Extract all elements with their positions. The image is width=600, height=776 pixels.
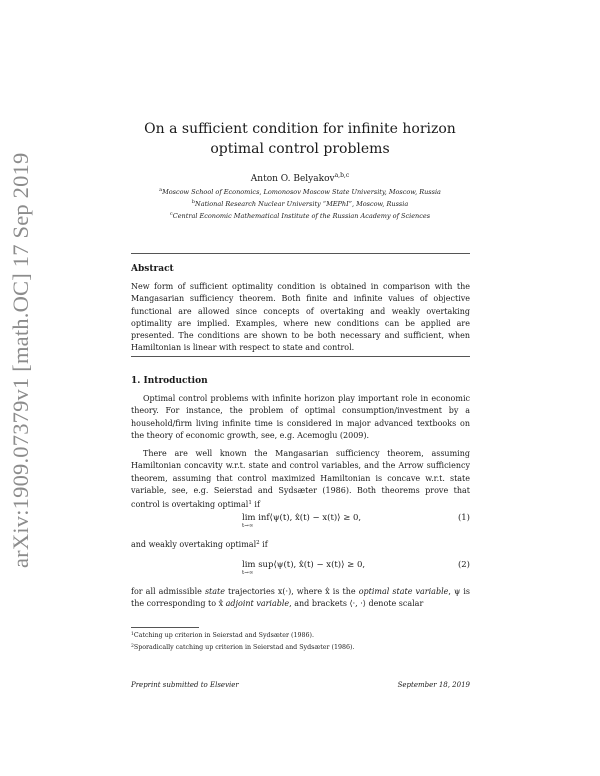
author-affiliation-marks: a,b,c [334,172,350,179]
emphasis-text: adjoint variable [225,599,290,609]
equation-subscript: t→∞ [242,570,254,576]
affiliation-b [0,197,600,209]
affiliation-text: Central Economic Mathematical Institute of the Russian Academy of Sciences [172,212,431,220]
footnotes [131,630,470,653]
footer-preprint-note: Preprint submitted to Elsevier [131,681,239,689]
author-line [0,170,600,185]
section-heading-introduction: 1. Introduction [131,376,208,386]
paragraph-text: if [259,540,268,549]
footnote-text: Catching up criterion in Seierstad and Sydsæter (1986). [133,632,314,639]
paper-title [0,119,600,159]
page-footer [131,681,470,689]
title-line-1: On a sufficient condition for infinite horizon [144,121,456,137]
affiliation-c [0,209,600,221]
equation-expression: lim sup⟨ψ(t), x̂(t) − x(t)⟩ ≥ 0, [242,560,366,570]
paragraph-text: trajectories x(·), where x̂ is the [224,587,359,596]
footnote-rule [131,627,199,628]
affiliation-mark: c [169,211,173,217]
equation-number: (2) [457,560,470,570]
arxiv-identifier: arXiv:1909.07379v1 [math.OC] 17 Sep 2019 [8,152,33,568]
abstract-bottom-rule [131,356,470,357]
equation-number: (1) [457,513,470,523]
affiliations [0,185,600,221]
affiliation-text: Moscow School of Economics, Lomonosov Moscow State University, Moscow, Russia [162,188,441,196]
paragraph-text: There are well known the Mangasarian sufficiency theorem, assuming Hamiltonian concavity w.r.t. state and control variables, and the Arrow sufficiency theorem, assuming that control maximized Hamiltonian is concave w.r.t. state variable, see, e.g. Seierstad and Sydsæter (1986). Both theorems prove that control is overtaking optimal [131,449,470,510]
intro-paragraph-3 [131,586,470,611]
intro-mid-text [131,537,470,551]
abstract-text: New form of sufficient optimality condition is obtained in comparison with the Mangasarian sufficiency theorem. Both finite and infinite values of objective functional are allowed since concepts of overtaking and weakly overtaking optimality are implied. Examples, where new conditions can be applied are presented. The conditions are shown to be both necessary and sufficient, when Hamiltonian is linear with respect to state and control. [131,282,470,353]
footnote-1 [131,630,470,642]
footnote-ref-1: 1 [248,500,252,507]
paragraph-text: for all admissible [131,587,205,596]
footnote-mark: 1 [131,632,134,637]
title-line-2: optimal control problems [210,141,390,157]
emphasis-text: state [204,587,225,596]
abstract-heading: Abstract [131,264,174,274]
footnote-2 [131,642,470,654]
affiliation-a [0,185,600,197]
footnote-ref-2: 2 [256,540,260,546]
equation-expression: lim inf⟨ψ(t), x̂(t) − x(t)⟩ ≥ 0, [242,513,362,523]
paragraph-text: , and brackets ⟨·, ·⟩ denote scalar [289,599,424,609]
paragraph-text: if [251,500,260,510]
affiliation-mark: b [191,199,195,205]
footnote-text: Sporadically catching up criterion in Seierstad and Sydsæter (1986). [133,643,355,651]
intro-paragraph-1: Optimal control problems with infinite horizon play important role in economic theory. For instance, the problem of optimal consumption/investment by a household/firm living infinite time is considered in major advanced textbooks on the theory of economic growth, see, e.g. Acemoglu (2009). [131,394,470,440]
equation-1 [131,513,470,537]
footnote-mark: 2 [131,643,134,649]
author-name: Anton O. Belyakov [250,174,335,184]
affiliation-text: National Research Nuclear University “MEPhI”, Moscow, Russia [195,200,409,208]
equation-2 [131,560,470,584]
footer-date: September 18, 2019 [397,681,470,689]
paragraph-text: and weakly overtaking optimal [131,540,257,549]
abstract-top-rule [131,253,470,254]
paragraph-text: , ψ is the corresponding to x̂ [131,587,470,609]
intro-paragraph-2 [131,448,470,511]
equation-subscript: t→∞ [242,523,254,529]
affiliation-mark: a [159,187,163,193]
emphasis-text: optimal state variable [358,587,449,596]
